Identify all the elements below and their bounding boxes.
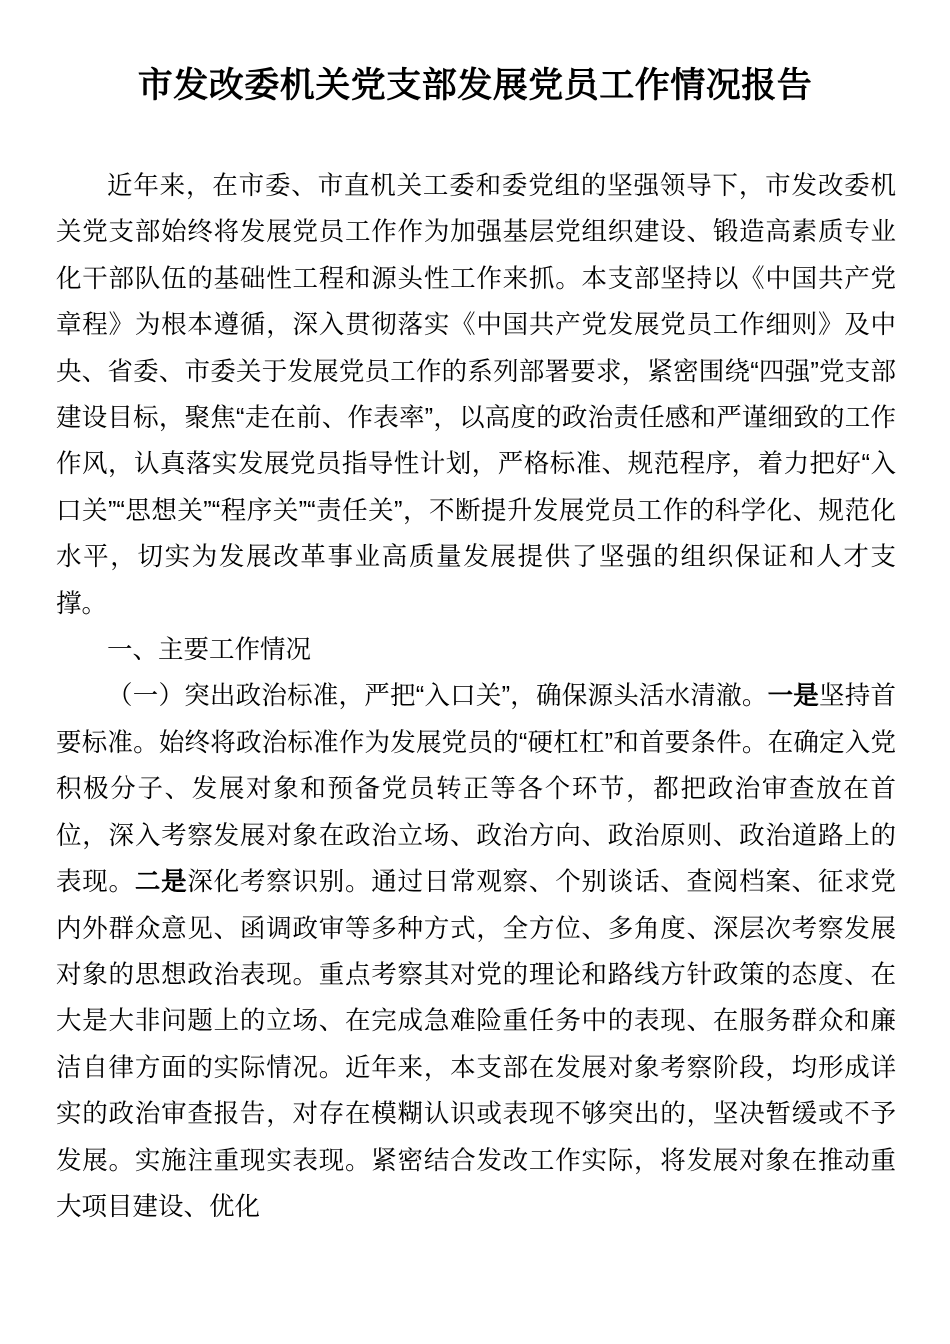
paragraph-subsection-1 <box>56 673 896 1230</box>
text-run-3: 深化考察识别。通过日常观察、个别谈话、查阅档案、征求党内外群众意见、函调政审等多种方式，全方位、多角度、深层次考察发展对象的思想政治表现。重点考察其对党的理论和路线方针政策的态度、在大是大非问题上的立场、在完成急难险重任务中的表现、在服务群众和廉洁自律方面的实际情况。近年来，本支部在发展对象考察阶段，均形成详实的政治审查报告，对存在模糊认识或表现不够突出的，坚决暂缓或不予发展。实施注重现实表现。紧密结合发改工作实际，将发展对象在推动重大项目建设、优化 <box>56 868 896 1221</box>
emphasis-run-yishi: 一是 <box>767 682 820 711</box>
emphasis-run-ershi: 二是 <box>134 868 188 897</box>
text-run-2: 坚持首要标准。始终将政治标准作为发展党员的“硬杠杠”和首要条件。在确定入党积极分子、发展对象和预备党员转正等各个环节，都把政治审查放在首位，深入考察发展对象在政治立场、政治方向、政治原则、政治道路上的表现。 <box>56 682 896 897</box>
paragraph-intro: 近年来，在市委、市直机关工委和委党组的坚强领导下，市发改委机关党支部始终将发展党员工作作为加强基层党组织建设、锻造高素质专业化干部队伍的基础性工程和源头性工作来抓。本支部坚持以《中国共产党章程》为根本遵循，深入贯彻落实《中国共产党发展党员工作细则》及中央、省委、市委关于发展党员工作的系列部署要求，紧密围绕“四强”党支部建设目标，聚焦“走在前、作表率”，以高度的政治责任感和严谨细致的工作作风，认真落实发展党员指导性计划，严格标准、规范程序，着力把好“入口关”“思想关”“程序关”“责任关”，不断提升发展党员工作的科学化、规范化水平，切实为发展改革事业高质量发展提供了坚强的组织保证和人才支撑。 <box>56 172 896 618</box>
page-title: 市发改委机关党支部发展党员工作情况报告 <box>137 66 813 105</box>
document-body <box>56 163 896 1230</box>
section-heading-1: 一、主要工作情况 <box>107 636 312 665</box>
text-run-1: （一）突出政治标准，严把“入口关”，确保源头活水清澈。 <box>107 682 768 711</box>
